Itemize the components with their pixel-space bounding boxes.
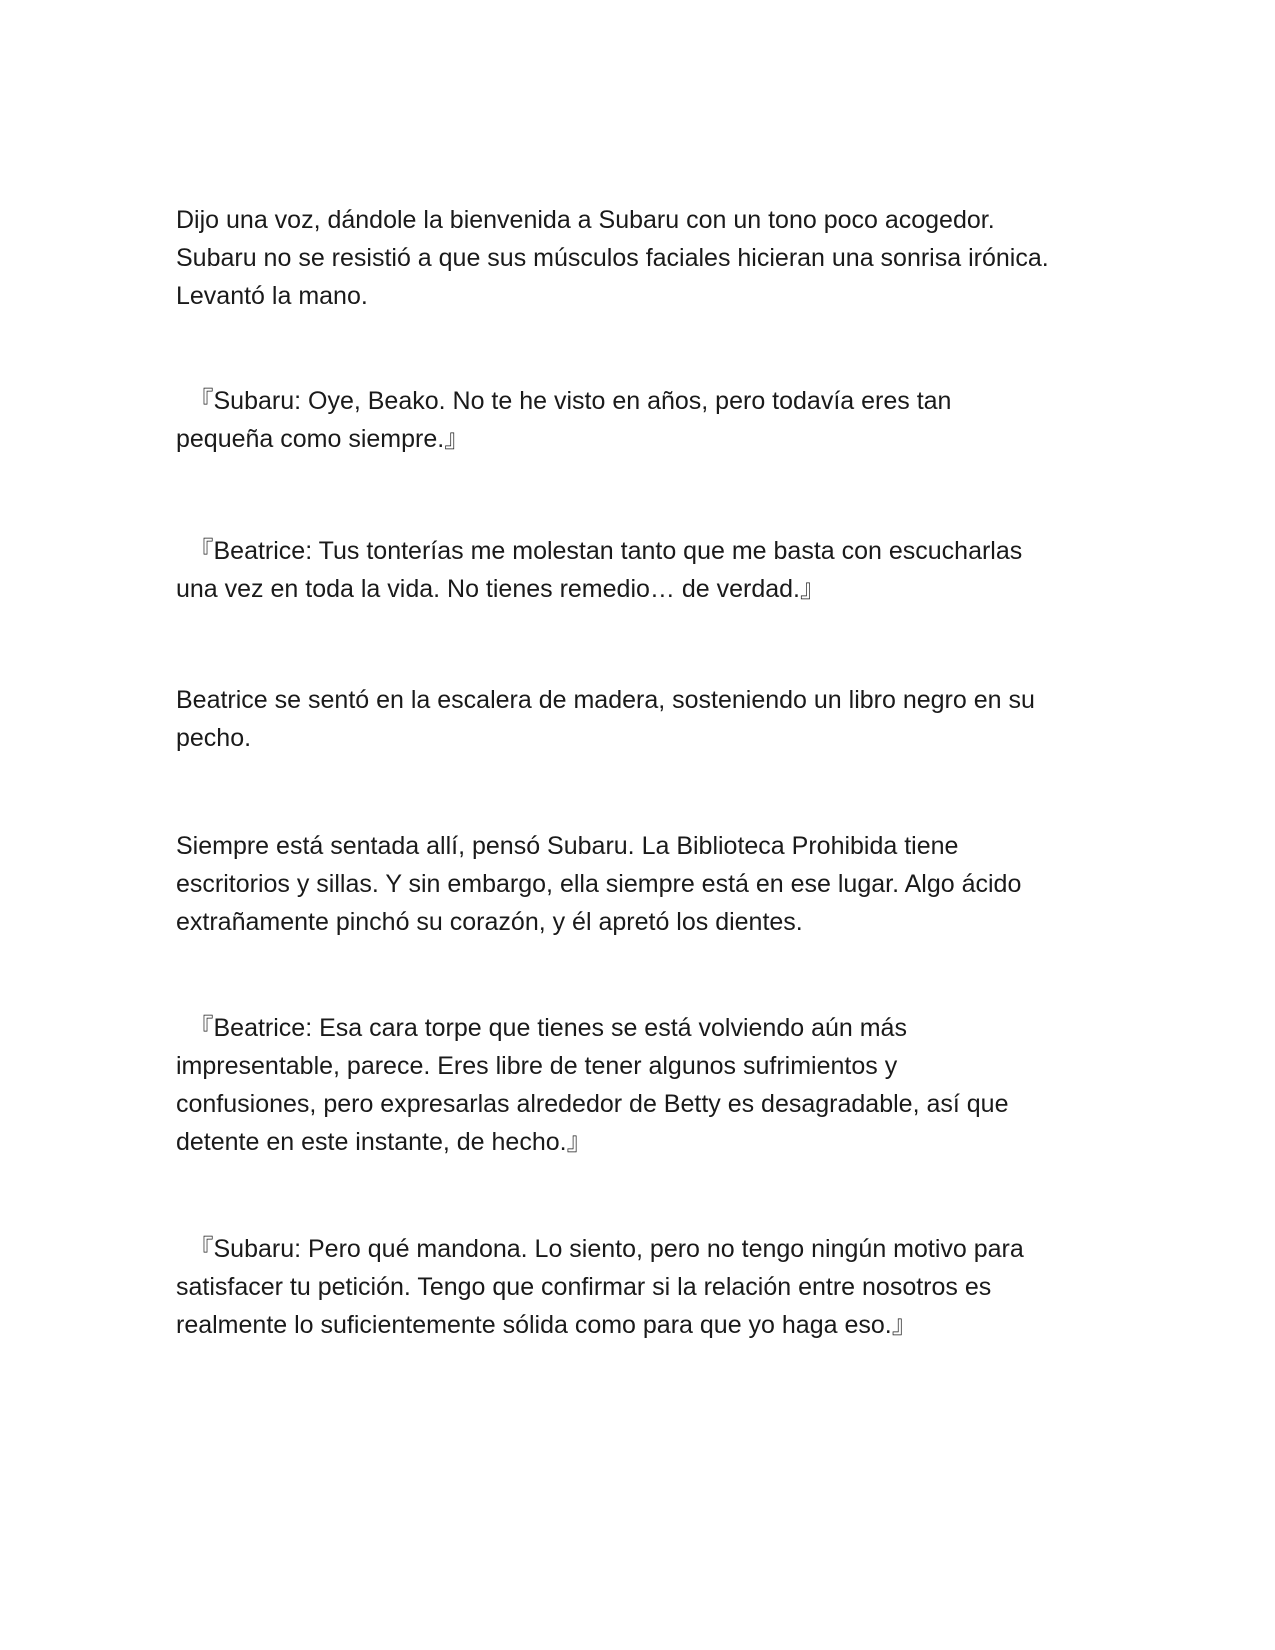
paragraph-narration-1: [176, 201, 1116, 315]
paragraph-dialogue-subaru-2: [176, 1230, 1116, 1344]
paragraph-line: pequeña como siempre.』: [176, 425, 470, 453]
paragraph-line: confusiones, pero expresarlas alrededor de Betty es desagradable, así que: [176, 1090, 1009, 1118]
paragraph-line: 『Subaru: Pero qué mandona. Lo siento, pero no tengo ningún motivo para: [176, 1235, 1024, 1263]
paragraph-line: impresentable, parece. Eres libre de tener algunos sufrimientos y: [176, 1052, 898, 1080]
paragraph-line: Subaru no se resistió a que sus músculos faciales hicieran una sonrisa irónica.: [176, 244, 1049, 272]
paragraph-line: 『Subaru: Oye, Beako. No te he visto en años, pero todavía eres tan: [176, 387, 952, 415]
paragraph-line: 『Beatrice: Tus tonterías me molestan tanto que me basta con escucharlas: [176, 537, 1023, 565]
paragraph-narration-2: [176, 681, 1116, 757]
paragraph-line: satisfacer tu petición. Tengo que confirmar si la relación entre nosotros es: [176, 1273, 992, 1301]
paragraph-line: realmente lo suficientemente sólida como para que yo haga eso.』: [176, 1311, 917, 1339]
paragraph-line: Levantó la mano.: [176, 282, 368, 310]
paragraph-line: Beatrice se sentó en la escalera de madera, sosteniendo un libro negro en su: [176, 686, 1035, 714]
paragraph-line: escritorios y sillas. Y sin embargo, ella siempre está en ese lugar. Algo ácido: [176, 870, 1022, 898]
paragraph-line: 『Beatrice: Esa cara torpe que tienes se está volviendo aún más: [176, 1014, 907, 1042]
paragraph-narration-3: [176, 827, 1116, 941]
paragraph-line: detente en este instante, de hecho.』: [176, 1128, 592, 1156]
paragraph-line: una vez en toda la vida. No tienes remedio… de verdad.』: [176, 575, 825, 603]
paragraph-line: extrañamente pinchó su corazón, y él apretó los dientes.: [176, 908, 803, 936]
paragraph-dialogue-beatrice-2: [176, 1009, 1116, 1161]
paragraph-dialogue-subaru-1: [176, 382, 1116, 458]
paragraph-line: pecho.: [176, 724, 252, 752]
paragraph-line: Dijo una voz, dándole la bienvenida a Subaru con un tono poco acogedor.: [176, 206, 995, 234]
paragraph-line: Siempre está sentada allí, pensó Subaru. La Biblioteca Prohibida tiene: [176, 832, 959, 860]
paragraph-dialogue-beatrice-1: [176, 532, 1116, 608]
